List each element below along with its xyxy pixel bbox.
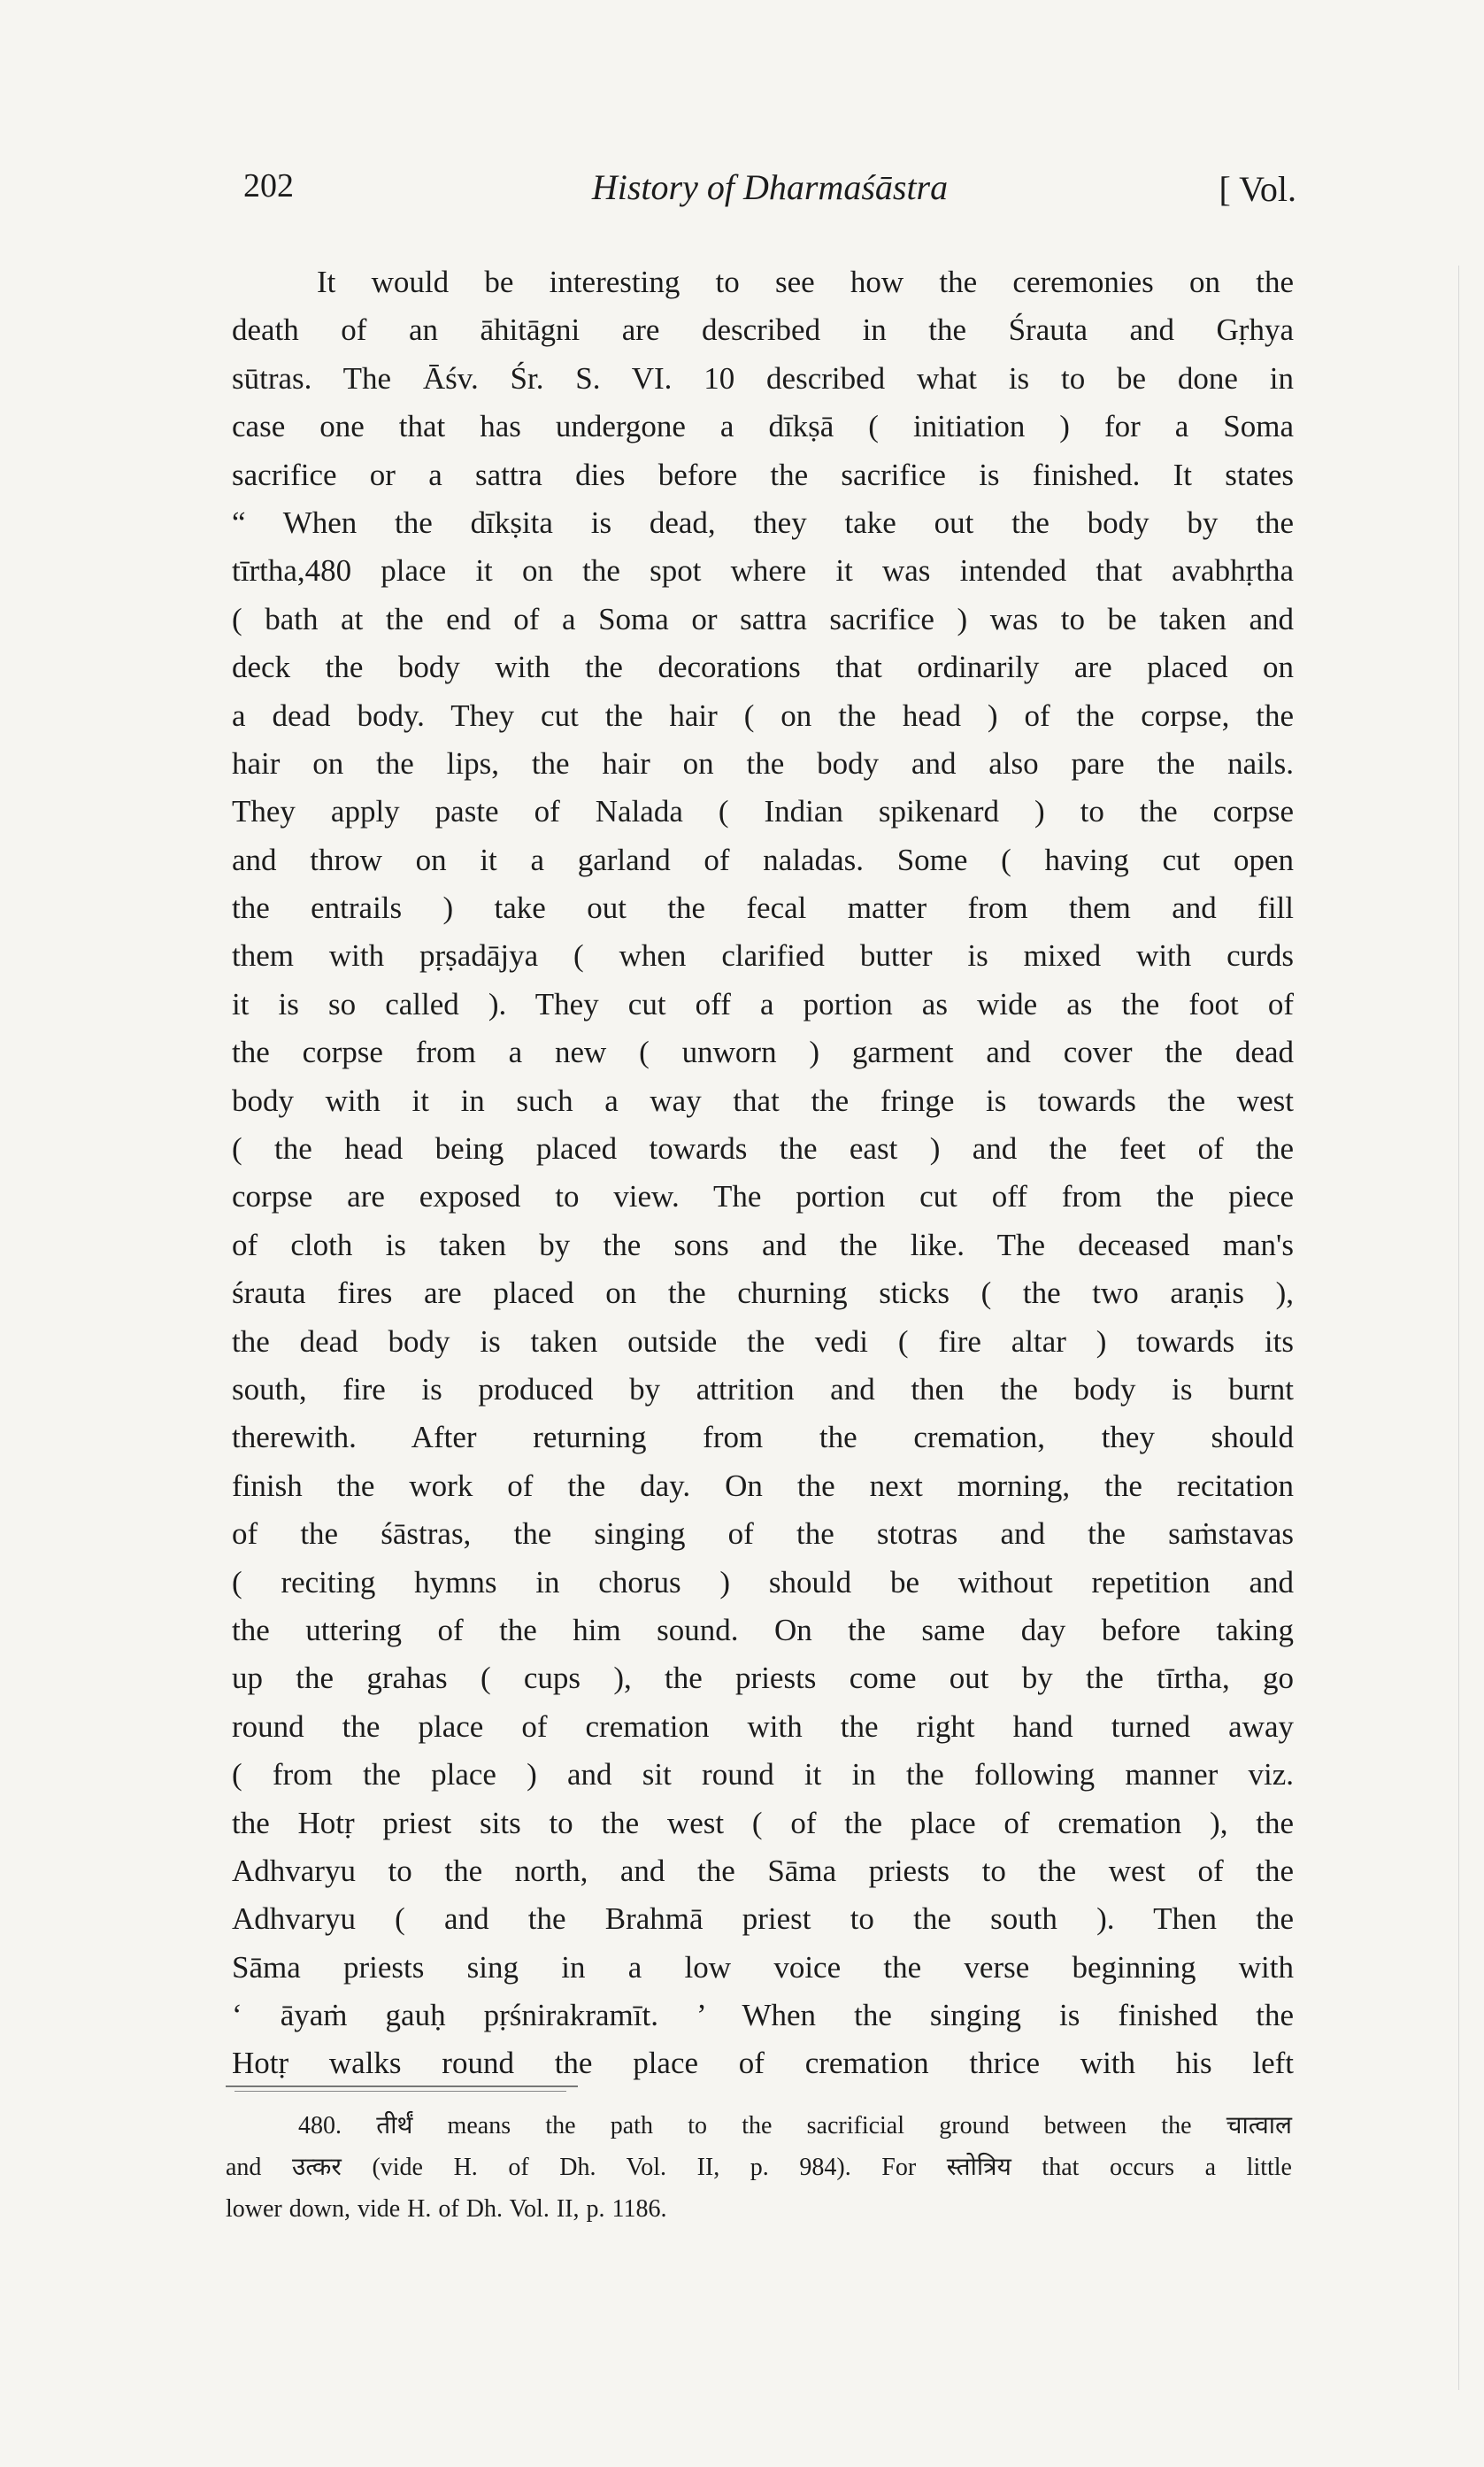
footnote-line: and उत्कर (vide H. of Dh. Vol. II, p. 984). For स्तोत्रिय that occurs a little	[226, 2154, 1292, 2181]
body-line: Sāma priests sing in a low voice the verse beginning with	[232, 1949, 1294, 1985]
body-line: Adhvaryu ( and the Brahmā priest to the south ). Then the	[232, 1901, 1294, 1937]
body-line: the entrails ) take out the fecal matter from them and fill	[232, 890, 1294, 926]
footnotes	[226, 2105, 1292, 2230]
body-line: Hotṛ walks round the place of cremation thrice with his left	[232, 2046, 1294, 2081]
body-line: ( reciting hymns in chorus ) should be without repetition and	[232, 1564, 1294, 1600]
body-line: case one that has undergone a dīkṣā ( initiation ) for a Soma	[232, 409, 1294, 444]
body-text	[232, 258, 1294, 2088]
body-line: ( from the place ) and sit round it in the following manner viz.	[232, 1757, 1294, 1792]
body-line: hair on the lips, the hair on the body and also pare the nails.	[232, 745, 1294, 781]
body-line: ‘ āyaṁ gauḥ pṛśnirakramīt. ’ When the singing is finished the	[232, 1998, 1294, 2033]
body-line: deck the body with the decorations that ordinarily are placed on	[232, 650, 1294, 685]
page-number: 202	[243, 167, 294, 204]
body-line: round the place of cremation with the right hand turned away	[232, 1708, 1294, 1744]
body-line: them with pṛṣadājya ( when clarified butter is mixed with curds	[232, 938, 1294, 974]
scan-margin-line	[1458, 266, 1459, 2390]
body-line: ( the head being placed towards the east ) and the feet of the	[232, 1131, 1294, 1167]
body-line: sūtras. The Āśv. Śr. S. VI. 10 described what is to be done in	[232, 360, 1294, 396]
body-line: therewith. After returning from the cremation, they should	[232, 1420, 1294, 1455]
body-line: tīrtha,480 place it on the spot where it was intended that avabhṛtha	[232, 553, 1294, 589]
body-line: corpse are exposed to view. The portion cut off from the piece	[232, 1179, 1294, 1214]
body-line: and throw on it a garland of naladas. Some ( having cut open	[232, 842, 1294, 877]
body-line: up the grahas ( cups ), the priests come out by the tīrtha, go	[232, 1661, 1294, 1696]
footnote-line: lower down, vide H. of Dh. Vol. II, p. 1186.	[226, 2195, 667, 2223]
body-line: ( bath at the end of a Soma or sattra sacrifice ) was to be taken and	[232, 601, 1294, 636]
body-line: Adhvaryu to the north, and the Sāma priests to the west of the	[232, 1853, 1294, 1888]
body-line: south, fire is produced by attrition and then the body is burnt	[232, 1371, 1294, 1407]
body-line: They apply paste of Nalada ( Indian spikenard ) to the corpse	[232, 794, 1294, 829]
body-line: sacrifice or a sattra dies before the sacrifice is finished. It states	[232, 457, 1294, 492]
body-line: of cloth is taken by the sons and the like. The deceased man's	[232, 1227, 1294, 1262]
body-line: It would be interesting to see how the ceremonies on the	[317, 265, 1294, 299]
body-line: “ When the dīkṣita is dead, they take out the body by the	[232, 505, 1294, 540]
body-line: the corpse from a new ( unworn ) garment and cover the dead	[232, 1035, 1294, 1070]
volume-mark: [ Vol.	[1219, 169, 1296, 209]
body-line: finish the work of the day. On the next morning, the recitation	[232, 1468, 1294, 1503]
body-line: body with it in such a way that the fringe is towards the west	[232, 1083, 1294, 1118]
body-line: the dead body is taken outside the vedi ( fire altar ) towards its	[232, 1323, 1294, 1359]
footnote-line: 480. तीर्थं means the path to the sacrificial ground between the चात्वाल	[298, 2112, 1292, 2139]
body-line: the uttering of the him sound. On the same day before taking	[232, 1612, 1294, 1647]
body-line: death of an āhitāgni are described in the Śrauta and Gṛhya	[232, 312, 1294, 348]
running-title: History of Dharmaśāstra	[591, 167, 949, 207]
page-header	[243, 166, 1296, 228]
body-line: of the śāstras, the singing of the stotras and the saṁstavas	[232, 1516, 1294, 1552]
body-line: śrauta fires are placed on the churning sticks ( the two araṇis ),	[232, 1276, 1294, 1311]
body-line: the Hotṛ priest sits to the west ( of the place of cremation ), the	[232, 1805, 1294, 1840]
body-line: it is so called ). They cut off a portion as wide as the foot of	[232, 986, 1294, 1021]
body-line: a dead body. They cut the hair ( on the head ) of the corpse, the	[232, 698, 1294, 733]
footnote-rule	[226, 2085, 578, 2087]
